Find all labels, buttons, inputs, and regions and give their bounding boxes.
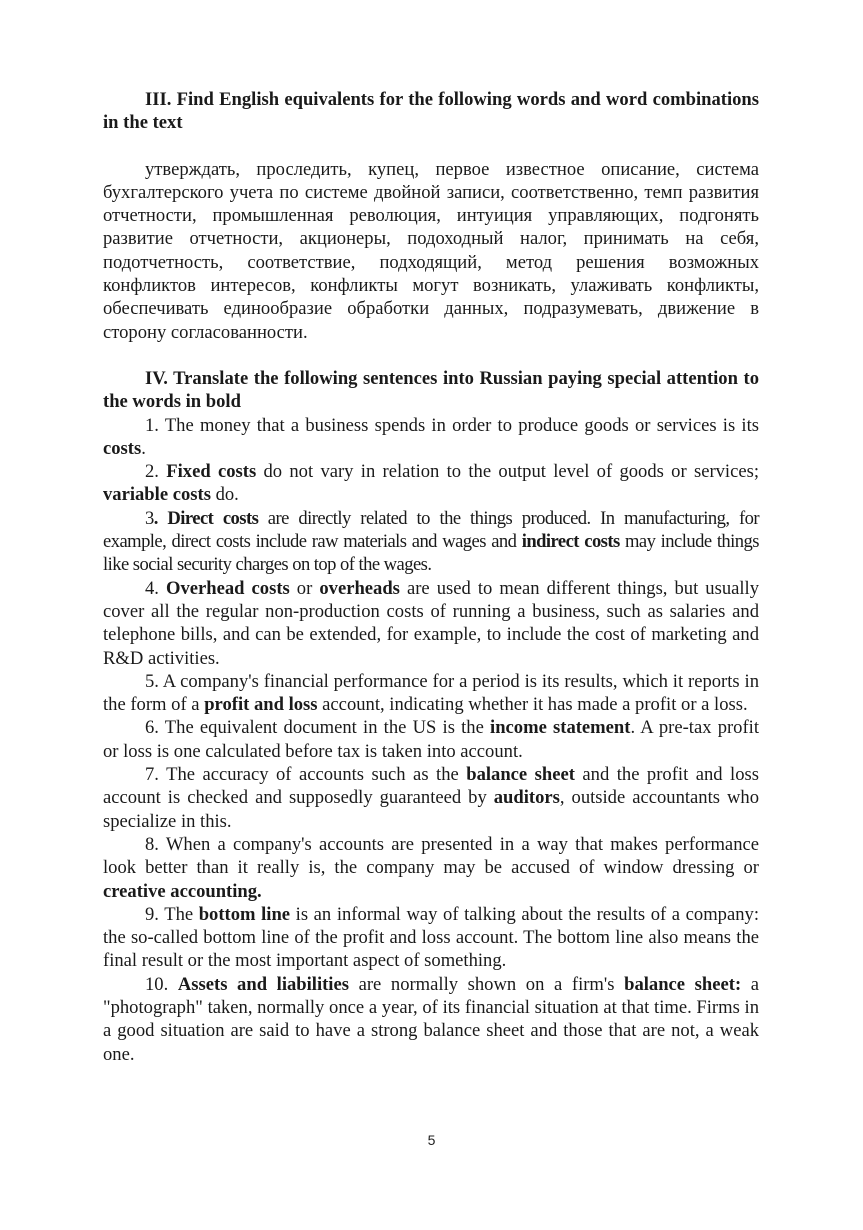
spacer xyxy=(103,344,759,367)
sentence-text: account, indicating whether it has made a profit or a loss. xyxy=(317,694,748,716)
sentence-text: are directly related to the things produced. In manufacturing, for example, direct costs include raw materials and wages and xyxy=(103,507,759,553)
sentence-2 xyxy=(103,460,759,507)
bold-term: Overhead costs xyxy=(166,577,290,599)
sentence-10 xyxy=(103,973,759,1066)
document-page xyxy=(103,88,759,1066)
spacer xyxy=(103,135,759,158)
sentence-text: . xyxy=(141,437,146,459)
bold-term: . Direct costs xyxy=(153,507,259,529)
sentence-text: 10. xyxy=(145,973,178,995)
sentence-text: and the profit and loss account is checked and supposedly guaranteed by xyxy=(103,764,759,809)
sentence-text: do. xyxy=(210,484,239,506)
bold-term: costs xyxy=(103,437,142,459)
bold-term: profit and loss xyxy=(204,694,318,716)
sentence-text: 7. The accuracy of accounts such as the xyxy=(145,764,467,786)
bold-term: Fixed costs xyxy=(166,461,257,483)
sentence-7 xyxy=(103,763,759,833)
sentence-text: 6. The equivalent document in the US is the xyxy=(145,717,491,739)
sentence-8 xyxy=(103,833,759,903)
bold-term: balance sheet xyxy=(466,764,575,786)
sentence-text: 3 xyxy=(145,507,154,529)
bold-term: indirect costs xyxy=(521,531,620,553)
sentence-text: a "photograph" taken, normally once a year, of its financial situation at that time. Firms in a good situation are said to have a strong balance sheet and those that are not, a weak one. xyxy=(103,973,760,1065)
sentence-text: are used to mean different things, but usually cover all the regular non-production costs of running a business, such as salaries and telephone bills, and can be extended, for example, to include the cost of marketing and R&D activities. xyxy=(103,577,760,669)
section-3-heading: III. Find English equivalents for the following words and word combinations in the text xyxy=(103,89,759,134)
sentence-text: or xyxy=(289,577,320,599)
sentence-text: , outside accountants who specialize in this. xyxy=(103,787,760,832)
page-number: 5 xyxy=(427,1132,436,1148)
section-3-word-list: утверждать, проследить, купец, первое известное описание, система бухгалтерского учета по системе двойной записи, соответственно, темп развития отчетности, промышленная революция, интуиция управляющих, подгонять развитие отчетности, акционеры, подоходный налог, принимать на себя, подотчетность, соответствие, подходящий, метод решения возможных конфликтов интересов, конфликты могут возникать, улаживать конфликты, обеспечивать единообразие обработки данных, подразумевать, движение в сторону согласованности. xyxy=(103,158,759,343)
bold-term: bottom line xyxy=(198,903,291,925)
sentence-text: . A pre-tax profit or loss is one calculated before tax is taken into account. xyxy=(103,717,760,762)
bold-term: creative accounting. xyxy=(103,880,262,902)
sentence-text: 5. A company's financial performance for a period is its results, which it reports in the form of a xyxy=(103,670,759,716)
sentence-4 xyxy=(103,577,759,670)
sentence-text: are normally shown on a firm's xyxy=(348,973,625,995)
sentence-text: 1. The money that a business spends in order to produce goods or services is its xyxy=(145,414,759,436)
sentence-6 xyxy=(103,716,759,763)
bold-term: overheads xyxy=(319,577,400,599)
sentence-9 xyxy=(103,903,759,973)
sentence-5 xyxy=(103,670,759,717)
bold-term: variable costs xyxy=(103,484,211,506)
sentence-text: 9. The xyxy=(145,903,199,925)
bold-term: auditors xyxy=(493,787,560,809)
bold-term: balance sheet: xyxy=(624,973,742,995)
section-4-heading: IV. Translate the following sentences into Russian paying special attention to the words in bold xyxy=(103,367,759,413)
bold-term: income statement xyxy=(490,717,631,739)
sentence-text: is an informal way of talking about the results of a company: the so-called bottom line of the profit and loss account. The bottom line also means the final result or the most important aspect of something. xyxy=(103,903,759,972)
bold-term: Assets and liabilities xyxy=(177,973,349,995)
sentence-text: 8. When a company's accounts are presented in a way that makes performance look better than it really is, the company may be accused of window dressing or xyxy=(103,833,759,879)
sentence-text: may include things like social security charges on top of the wages. xyxy=(103,531,759,576)
sentence-3 xyxy=(103,507,759,577)
sentence-text: do not vary in relation to the output level of goods or services; xyxy=(256,461,760,483)
sentence-text: 2. xyxy=(145,461,167,483)
sentence-1 xyxy=(103,414,759,461)
sentence-text: 4. xyxy=(145,577,166,599)
